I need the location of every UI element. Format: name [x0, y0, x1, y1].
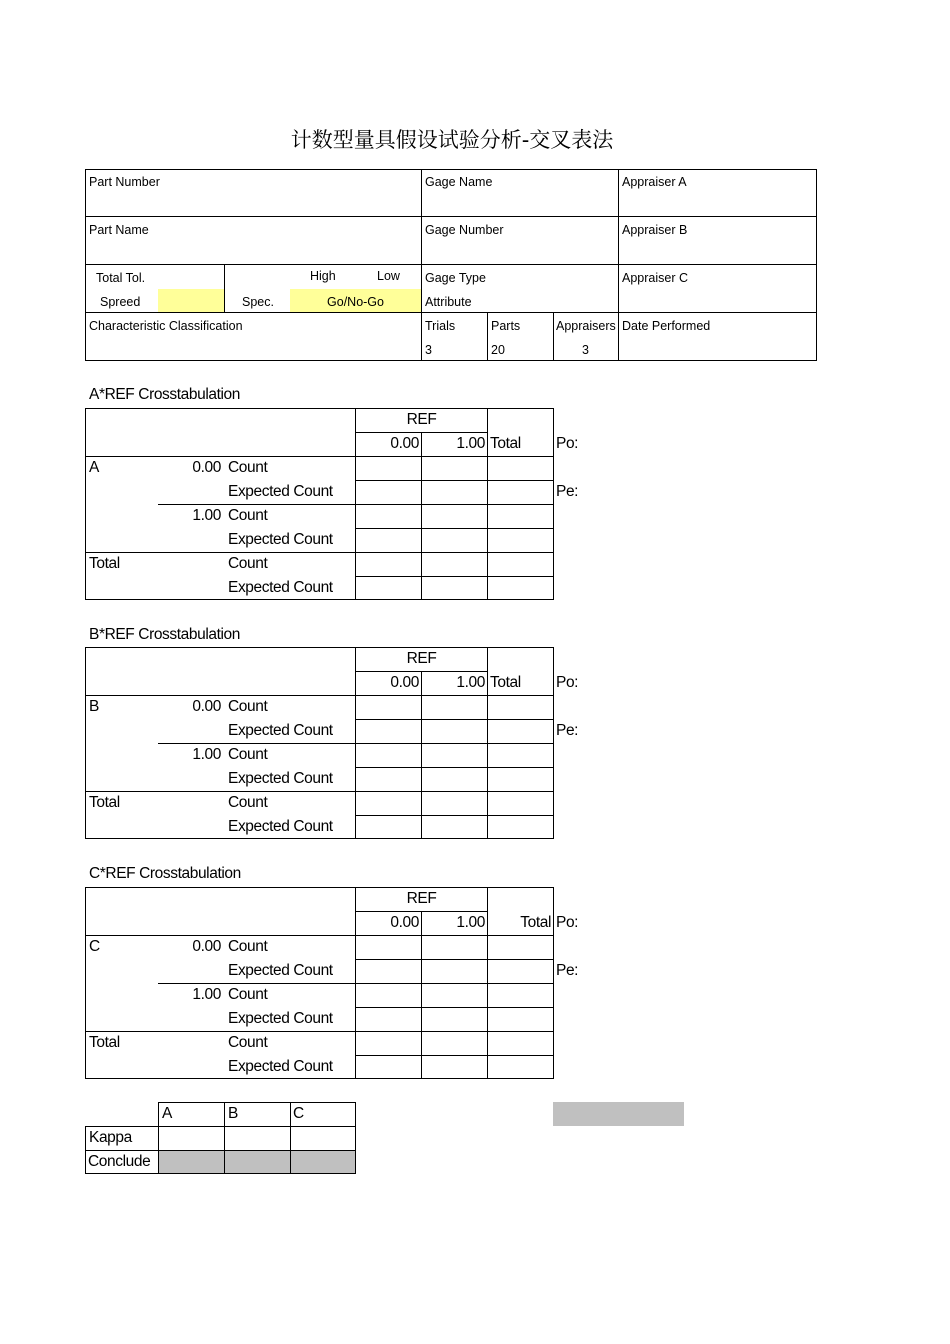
row-var-label: B — [89, 698, 99, 715]
parts-value: 20 — [491, 343, 505, 357]
total-col-header: Total — [490, 674, 521, 691]
kappa-table — [0, 1102, 950, 1174]
count-label: Count — [228, 555, 268, 572]
part-number-label: Part Number — [89, 175, 160, 189]
ref-header: REF — [406, 411, 437, 428]
crosstab-a-title: A*REF Crosstabulation — [89, 386, 240, 403]
high-label: High — [310, 269, 336, 283]
pe-label: Pe: — [556, 722, 579, 739]
go-nogo-value: Go/No-Go — [327, 295, 384, 309]
count-label: Count — [228, 986, 268, 1003]
col-1-header: 1.00 — [456, 674, 485, 691]
kappa-col-a: A — [162, 1105, 172, 1122]
row-0-value: 0.00 — [192, 459, 221, 476]
count-label: Count — [228, 1034, 268, 1051]
parts-label: Parts — [491, 319, 521, 333]
appraiser-a-label: Appraiser A — [622, 175, 687, 189]
crosstab-b-title: B*REF Crosstabulation — [89, 626, 240, 643]
ref-header: REF — [406, 890, 437, 907]
expected-count-label: Expected Count — [228, 818, 333, 835]
kappa-col-c: C — [293, 1105, 304, 1122]
col-0-header: 0.00 — [390, 435, 419, 452]
count-label: Count — [228, 459, 268, 476]
count-label: Count — [228, 794, 268, 811]
expected-count-label: Expected Count — [228, 962, 333, 979]
count-label: Count — [228, 746, 268, 763]
row-0-value: 0.00 — [192, 938, 221, 955]
col-0-header: 0.00 — [390, 674, 419, 691]
conclude-row-label: Conclude — [88, 1153, 151, 1170]
expected-count-label: Expected Count — [228, 531, 333, 548]
expected-count-label: Expected Count — [228, 1058, 333, 1075]
date-performed-label: Date Performed — [622, 319, 711, 333]
col-1-header: 1.00 — [456, 435, 485, 452]
po-label: Po: — [556, 435, 579, 452]
po-label: Po: — [556, 674, 579, 691]
col-0-header: 0.00 — [390, 914, 419, 931]
appraisers-value: 3 — [582, 343, 589, 357]
trials-label: Trials — [425, 319, 456, 333]
expected-count-label: Expected Count — [228, 770, 333, 787]
total-row-label: Total — [89, 1034, 120, 1051]
page-title: 计数型量具假设试验分析-交叉表法 — [290, 128, 614, 152]
char-class-label: Characteristic Classification — [89, 319, 243, 333]
appraisers-label: Appraisers — [556, 319, 616, 333]
kappa-col-b: B — [228, 1105, 238, 1122]
row-1-value: 1.00 — [192, 507, 221, 524]
total-col-header: Total — [520, 914, 551, 931]
gage-name-label: Gage Name — [425, 175, 493, 189]
expected-count-label: Expected Count — [228, 1010, 333, 1027]
low-label: Low — [377, 269, 400, 283]
kappa-row-label: Kappa — [89, 1129, 132, 1146]
row-1-value: 1.00 — [192, 986, 221, 1003]
total-tol-label: Total Tol. — [96, 271, 146, 285]
total-col-header: Total — [490, 435, 521, 452]
row-var-label: A — [89, 459, 99, 476]
spreed-label: Spreed — [100, 295, 141, 309]
gage-type-label: Gage Type — [425, 271, 486, 285]
crosstab-b — [0, 647, 950, 839]
row-0-value: 0.00 — [192, 698, 221, 715]
expected-count-label: Expected Count — [228, 579, 333, 596]
count-label: Count — [228, 507, 268, 524]
summary-gray-cell — [553, 1102, 684, 1126]
po-label: Po: — [556, 914, 579, 931]
row-var-label: C — [89, 938, 100, 955]
part-name-label: Part Name — [89, 223, 149, 237]
expected-count-label: Expected Count — [228, 483, 333, 500]
crosstab-c — [0, 887, 950, 1079]
crosstab-c-title: C*REF Crosstabulation — [89, 865, 241, 882]
row-1-value: 1.00 — [192, 746, 221, 763]
pe-label: Pe: — [556, 962, 579, 979]
appraiser-b-label: Appraiser B — [622, 223, 688, 237]
crosstab-a — [0, 408, 950, 600]
total-row-label: Total — [89, 794, 120, 811]
expected-count-label: Expected Count — [228, 722, 333, 739]
pe-label: Pe: — [556, 483, 579, 500]
appraiser-c-label: Appraiser C — [622, 271, 688, 285]
gage-number-label: Gage Number — [425, 223, 504, 237]
ref-header: REF — [406, 650, 437, 667]
total-row-label: Total — [89, 555, 120, 572]
spec-label: Spec. — [242, 295, 274, 309]
count-label: Count — [228, 698, 268, 715]
attribute-value: Attribute — [425, 295, 472, 309]
col-1-header: 1.00 — [456, 914, 485, 931]
count-label: Count — [228, 938, 268, 955]
spreed-input[interactable] — [158, 289, 224, 312]
trials-value: 3 — [425, 343, 432, 357]
